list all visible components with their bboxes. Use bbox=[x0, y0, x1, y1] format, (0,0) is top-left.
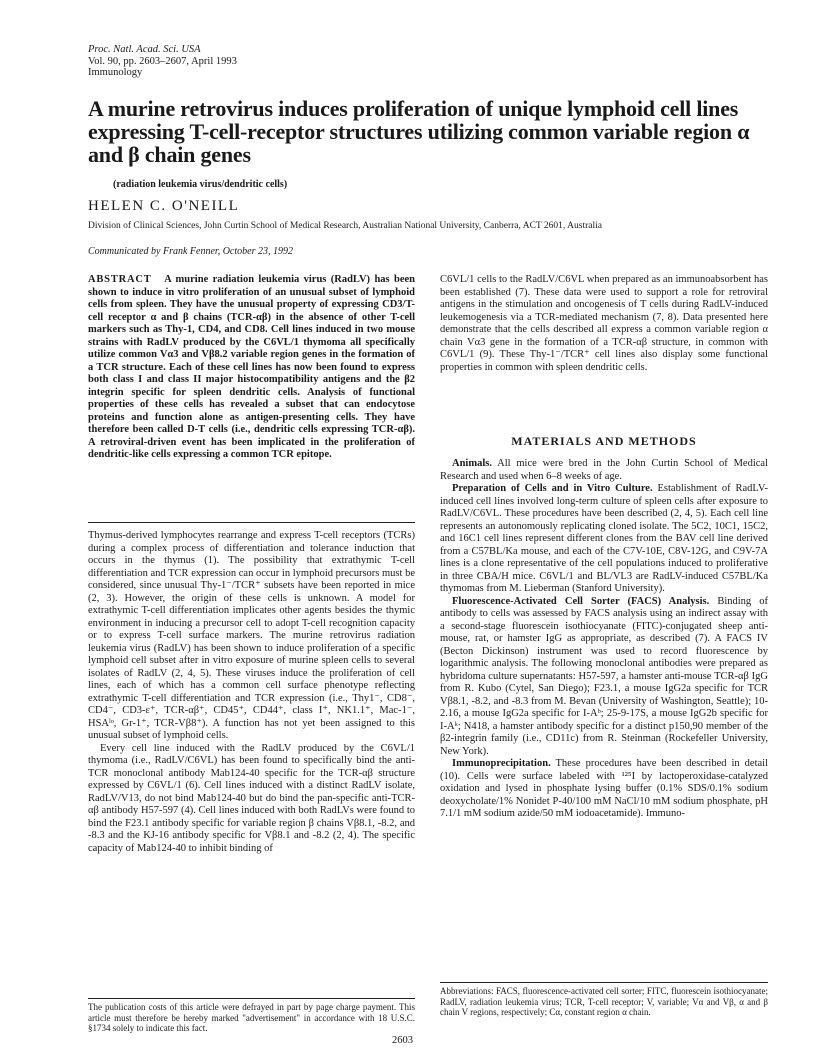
journal-name: Proc. Natl. Acad. Sci. USA bbox=[88, 44, 201, 55]
intro-paragraph: C6VL/1 cells to the RadLV/C6VL when prepared as an immunoabsorbent has been established (7). These data were used to support a role for retroviral antigens in the stimulation and oncogenesis of T cells during RadLV-induced leukemogenesis via a TCR-mediated mechanism (7, 8). Data presented here demonstrate that the cells described all express a common variable region α chain Vα3 gene in the formation of a TCR-αβ structure, in common with C6VL/1 (9). These Thy-1⁻/TCR⁺ cell lines also display some functional properties in common with spleen dendritic cells. bbox=[440, 274, 768, 373]
author-affiliation: Division of Clinical Sciences, John Curtin School of Medical Research, Australian National University, Canberra, ACT 2601, Australia bbox=[88, 221, 602, 231]
intro-paragraph: Thymus-derived lymphocytes rearrange and express T-cell receptors (TCRs) during a complex process of differentiation and tolerance induction that occurs in the thymus (1). The possibility that extrathymic T-cell differentiation and TCR expression can occur in lymphoid precursors must be considered, since unusual Thy-1⁻/TCR⁺ subsets have been reported in mice (2, 3). However, the origin of these cells is unknown. A model for extrathymic T-cell differentiation implicates other agents besides the thymic environment in inducing a precursor cell to adopt T-cell recognition capacity or to express T-cell surface markers. The murine retrovirus radiation leukemia virus (RadLV) has been shown to induce proliferation of a specific lymphoid cell subset after in vitro exposure of murine spleen cells to several isolates of RadLV (2, 4, 5). These viruses induce the proliferation of cell lines, each of which has a common cell surface phenotype reflecting extrathymic T-cell differentiation and TCR expression (i.e., Thy1⁻, CD8⁻, CD4⁻, CD3-ε⁺, TCR-αβ⁺, CD45⁺, CD44⁺, class I⁺, NK1.1⁺, Mac-1⁻, HSAˡᵒ, Gr-1⁺, TCR-Vβ8⁺). A function has not yet been assigned to this unusual subset of lymphoid cells. bbox=[88, 530, 415, 741]
methods-subheading: Fluorescence-Activated Cell Sorter (FACS) Analysis. bbox=[452, 595, 710, 607]
abstract bbox=[88, 274, 415, 462]
abstract-divider bbox=[88, 522, 415, 523]
methods-subheading: Immunoprecipitation. bbox=[452, 758, 551, 769]
section-heading-methods: MATERIALS AND METHODS bbox=[511, 434, 697, 448]
abstract-text: A murine radiation leukemia virus (RadLV) has been shown to induce in vitro proliferation of an unusual subset of lymphoid cells from spleen. They have the unusual property of expressing CD3/T-cell receptor α and β chains (TCR-αβ) in the absence of other T-cell markers such as Thy-1, CD4, and CD8. Cell lines induced in two mouse strains with RadLV produced by the C6VL/1 thymoma all specifically utilize common Vα3 and Vβ8.2 variable region genes in the formation of a TCR structure. Each of these cell lines has now been found to express both class I and class II major histocompatibility antigens and the β2 integrin specific for spleen dendritic cells. Analysis of functional properties of these cells has revealed a subset that can endocytose proteins and function alone as antigen-presenting cells. They have therefore been called D-T cells (i.e., dendritic cells expressing TCR-αβ). A retroviral-driven event has been implicated in the proliferation of dendritic-like cells expressing a common TCR epitope. bbox=[88, 274, 415, 460]
publication-footnote: The publication costs of this article were defrayed in part by page charge payment. This article must therefore be hereby marked "advertisement" in accordance with 18 U.S.C. §1734 solely to indicate this fact. bbox=[88, 1002, 415, 1033]
author-name: HELEN C. O'NEILL bbox=[88, 198, 240, 214]
journal-volume: Vol. 90, pp. 2603–2607, April 1993 bbox=[88, 55, 237, 67]
abbreviations-divider bbox=[440, 982, 768, 983]
introduction bbox=[88, 530, 415, 855]
keywords: (radiation leukemia virus/dendritic cells) bbox=[113, 179, 288, 190]
footnote-divider bbox=[88, 998, 415, 999]
methods-section bbox=[440, 458, 768, 821]
abbreviations-footnote: Abbreviations: FACS, fluorescence-activated cell sorter; FITC, fluorescein isothiocyanate; RadLV, radiation leukemia virus; TCR, T-cell receptor; V, variable; Vα and Vβ, α and β chain V regions, respectively; Cα, constant region α chain. bbox=[440, 986, 768, 1017]
journal-header bbox=[88, 44, 237, 79]
intro-paragraph: Every cell line induced with the RadLV produced by the C6VL/1 thymoma (i.e., RadLV/C6VL) has been found to specifically bind the anti-TCR monoclonal antibody Mab124-40 specific for the TCR-αβ structure expressed by C6VL/1 (6). Cell lines induced with a distinct RadLV isolate, RadLV/V13, do not bind Mab124-40 but do bind the pan-specific anti-TCR-αβ antibody H57-597 (4). Cell lines induced with both RadLVs were found to bind the F23.1 antibody specific for variable region β chains Vβ8.1, -8.2, and -8.3 and the KJ-16 antibody specific for Vβ8.1 and -8.2 (2, 4). The specific capacity of Mab124-40 to inhibit binding of bbox=[88, 742, 415, 854]
communicated-by: Communicated by Frank Fenner, October 23, 1992 bbox=[88, 246, 293, 257]
methods-paragraph: Immunoprecipitation. These procedures have been described in detail (10). Cells were surface labeled with ¹²⁵I by lactoperoxidase-catalyzed oxidation and lysed in phosphate lysing buffer (0.1% SDS/0.1% sodium deoxycholate/1% Nonidet P-40/100 mM NaCl/10 mM sodium phosphate, pH 7.1/1 mM sodium azide/50 mM iodoacetamide). Immuno- bbox=[440, 758, 768, 819]
article-title: A murine retrovirus induces proliferation of unique lymphoid cell lines expressing T-cell-receptor structures utilizing common variable region α and β chain genes bbox=[88, 96, 750, 167]
methods-paragraph: Fluorescence-Activated Cell Sorter (FACS) Analysis. Binding of antibody to cells was assessed by FACS analysis using an indirect assay with a second-stage fluorescein isothiocyanate (FITC)-conjugated sheep anti-mouse, rat, or hamster IgG as appropriate, as described (7). A FACS IV (Becton Dickinson) instrument was used to record fluorescence by logarithmic analysis. The following monoclonal antibodies were prepared as hybridoma culture supernatants: H57-597, a hamster anti-mouse TCR-αβ IgG from R. Kubo (Cytel, San Diego); F23.1, a mouse IgG2a specific for TCR Vβ8.1, -8.2, and -8.3 from M. Bevan (University of Washington, Seattle); 10-2.16, a mouse IgG2a specific for I-Aᵇ; 25-9-17S, a mouse IgG2b specific for I-Aᵏ; N418, a hamster antibody specific for a distinct p150,90 member of the β2-integrin family (i.e., CD11c) from R. Steinman (Rockefeller University, New York). bbox=[440, 595, 768, 757]
abstract-label: ABSTRACT bbox=[88, 274, 152, 285]
intro-continued bbox=[440, 274, 768, 374]
page-number: 2603 bbox=[392, 1035, 413, 1046]
methods-paragraph: Animals. All mice were bred in the John Curtin School of Medical Research and used when 6–8 weeks of age. bbox=[440, 458, 768, 482]
methods-paragraph: Preparation of Cells and in Vitro Culture. Establishment of RadLV-induced cell lines involved long-term culture of spleen cells after exposure to RadLV/C6VL. These procedures have been described (2, 4, 5). Each cell line represents an autonomously replicating cloned isolate. The 5C2, 10C1, 15C2, and 16C1 cell lines represent different clones from the BAV cell line derived from a C57BL/Ka mouse, and each of the C7V-10E, C8V-12G, and C9V-7A lines is a clone representative of the cell populations induced to proliferative in three CBA/H mice. C6VL/1 and BL/VL3 are RadLV-induced C57BL/Ka thymomas from M. Lieberman (Stanford University). bbox=[440, 483, 768, 594]
methods-subheading: Preparation of Cells and in Vitro Culture. bbox=[452, 483, 653, 494]
journal-section: Immunology bbox=[88, 67, 143, 78]
methods-subheading: Animals. bbox=[452, 458, 492, 469]
